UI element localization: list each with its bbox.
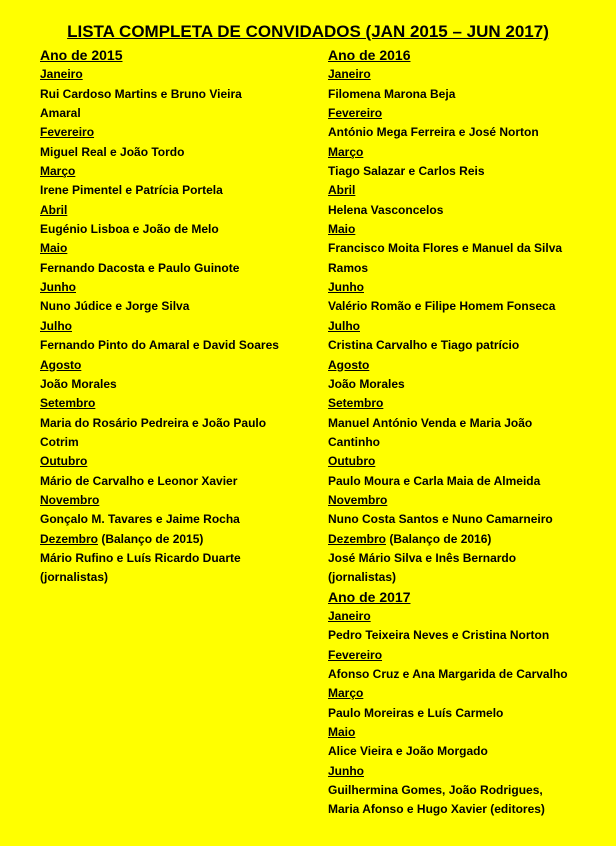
guest-line: Cristina Carvalho e Tiago patrício [328, 338, 520, 353]
guest-line: António Mega Ferreira e José Norton [328, 125, 539, 140]
guest-line: Ramos [328, 260, 369, 275]
month-label: Janeiro [328, 608, 371, 623]
month-label: Junho [40, 280, 76, 295]
year-heading-2017: Ano de 2017 [328, 588, 411, 605]
guest-line: Gonçalo M. Tavares e Jaime Rocha [40, 512, 240, 527]
month-label: Maio [40, 241, 68, 256]
guest-line: Pedro Teixeira Neves e Cristina Norton [328, 628, 550, 643]
month-entry-heading [40, 278, 302, 297]
month-label: Junho [328, 763, 364, 778]
month-entry-heading [328, 607, 590, 626]
guest-line: Irene Pimentel e Patrícia Portela [40, 183, 223, 198]
month-entry-heading [328, 65, 590, 84]
guest-line: Tiago Salazar e Carlos Reis [328, 164, 485, 179]
month-list-2015 [40, 65, 302, 587]
month-entry-heading [328, 452, 590, 471]
month-entry-heading [40, 452, 302, 471]
month-label: Janeiro [40, 67, 83, 82]
month-label: Agosto [328, 357, 370, 372]
month-entry-heading [40, 356, 302, 375]
guest-line: Valério Romão e Filipe Homem Fonseca [328, 299, 556, 314]
month-label: Maio [328, 725, 356, 740]
month-label: Outubro [40, 454, 88, 469]
month-entry-heading [328, 646, 590, 665]
month-entry-heading [328, 278, 590, 297]
month-entry-heading [328, 220, 590, 239]
guest-line: Amaral [40, 106, 81, 121]
month-entry-heading [328, 491, 590, 510]
guest-line: Francisco Moita Flores e Manuel da Silva [328, 241, 563, 256]
month-list-2016 [328, 65, 590, 587]
month-label: Agosto [40, 357, 82, 372]
guest-line: Paulo Moura e Carla Maia de Almeida [328, 473, 541, 488]
month-entry-heading [40, 123, 302, 142]
month-note: (Balanço de 2016) [386, 531, 492, 546]
month-label: Dezembro [40, 531, 99, 546]
month-label: Março [328, 686, 364, 701]
guest-line: Guilhermina Gomes, João Rodrigues, [328, 783, 543, 798]
guest-line: Cantinho [328, 434, 380, 449]
column-left [40, 46, 302, 588]
guest-line: Eugénio Lisboa e João de Melo [40, 222, 219, 237]
month-entry-heading [328, 317, 590, 336]
month-label: Janeiro [328, 67, 371, 82]
month-entry-heading [40, 317, 302, 336]
month-label: Abril [328, 183, 356, 198]
month-label: Julho [328, 318, 360, 333]
month-note: (Balanço de 2015) [98, 531, 204, 546]
guest-line: Manuel António Venda e Maria João [328, 415, 533, 430]
month-label: Março [328, 144, 364, 159]
month-label: Maio [328, 222, 356, 237]
month-label: Julho [40, 318, 72, 333]
month-entry-heading [40, 65, 302, 84]
month-label: Fevereiro [328, 647, 383, 662]
guest-line: João Morales [328, 376, 405, 391]
month-label: Fevereiro [328, 106, 383, 121]
month-label: Setembro [40, 396, 96, 411]
month-label: Outubro [328, 454, 376, 469]
month-label: Dezembro [328, 531, 387, 546]
month-entry-heading [40, 491, 302, 510]
guest-line: Nuno Costa Santos e Nuno Camarneiro [328, 512, 553, 527]
month-entry-heading [40, 394, 302, 413]
page-title: LISTA COMPLETA DE CONVIDADOS (JAN 2015 – JUN 2017) [67, 22, 549, 41]
month-label: Março [40, 164, 76, 179]
guest-line: Cotrim [40, 434, 79, 449]
month-entry-heading [328, 143, 590, 162]
month-entry-heading [40, 201, 302, 220]
month-entry-heading [328, 104, 590, 123]
guest-line: Rui Cardoso Martins e Bruno Vieira [40, 86, 242, 101]
guest-line: Mário Rufino e Luís Ricardo Duarte [40, 550, 241, 565]
guest-line: Maria Afonso e Hugo Xavier (editores) [328, 802, 545, 817]
month-label: Novembro [40, 492, 100, 507]
month-label: Junho [328, 280, 364, 295]
guest-line: Mário de Carvalho e Leonor Xavier [40, 473, 238, 488]
guest-line: Paulo Moreiras e Luís Carmelo [328, 705, 504, 720]
guest-line: Afonso Cruz e Ana Margarida de Carvalho [328, 667, 568, 681]
month-entry-heading [328, 356, 590, 375]
month-entry-heading [328, 723, 590, 742]
month-label: Setembro [328, 396, 384, 411]
guest-line: (jornalistas) [40, 570, 109, 585]
guest-line: João Morales [40, 376, 117, 391]
month-label: Abril [40, 202, 68, 217]
guest-line: Filomena Marona Beja [328, 86, 456, 101]
month-list-2017 [328, 607, 590, 820]
column-right [328, 46, 590, 820]
year-heading-2016: Ano de 2016 [328, 47, 411, 63]
month-entry-heading [328, 394, 590, 413]
month-entry-heading [40, 239, 302, 258]
year-heading-2015: Ano de 2015 [40, 47, 123, 63]
month-label: Novembro [328, 492, 388, 507]
month-entry-heading [40, 162, 302, 181]
guest-line: Miguel Real e João Tordo [40, 144, 185, 159]
guest-line: Maria do Rosário Pedreira e João Paulo [40, 415, 267, 430]
guest-line: José Mário Silva e Inês Bernardo [328, 550, 517, 565]
guest-line: Fernando Pinto do Amaral e David Soares [40, 338, 279, 353]
guest-line: (jornalistas) [328, 570, 397, 585]
month-entry-heading [40, 530, 302, 549]
month-label: Fevereiro [40, 125, 95, 140]
month-entry-heading [328, 181, 590, 200]
guest-line: Fernando Dacosta e Paulo Guinote [40, 260, 240, 275]
month-entry-heading [328, 762, 590, 781]
guest-line: Helena Vasconcelos [328, 202, 444, 217]
guest-line: Nuno Júdice e Jorge Silva [40, 299, 190, 314]
guest-line: Alice Vieira e João Morgado [328, 744, 488, 759]
month-entry-heading [328, 530, 590, 549]
month-entry-heading [328, 684, 590, 703]
